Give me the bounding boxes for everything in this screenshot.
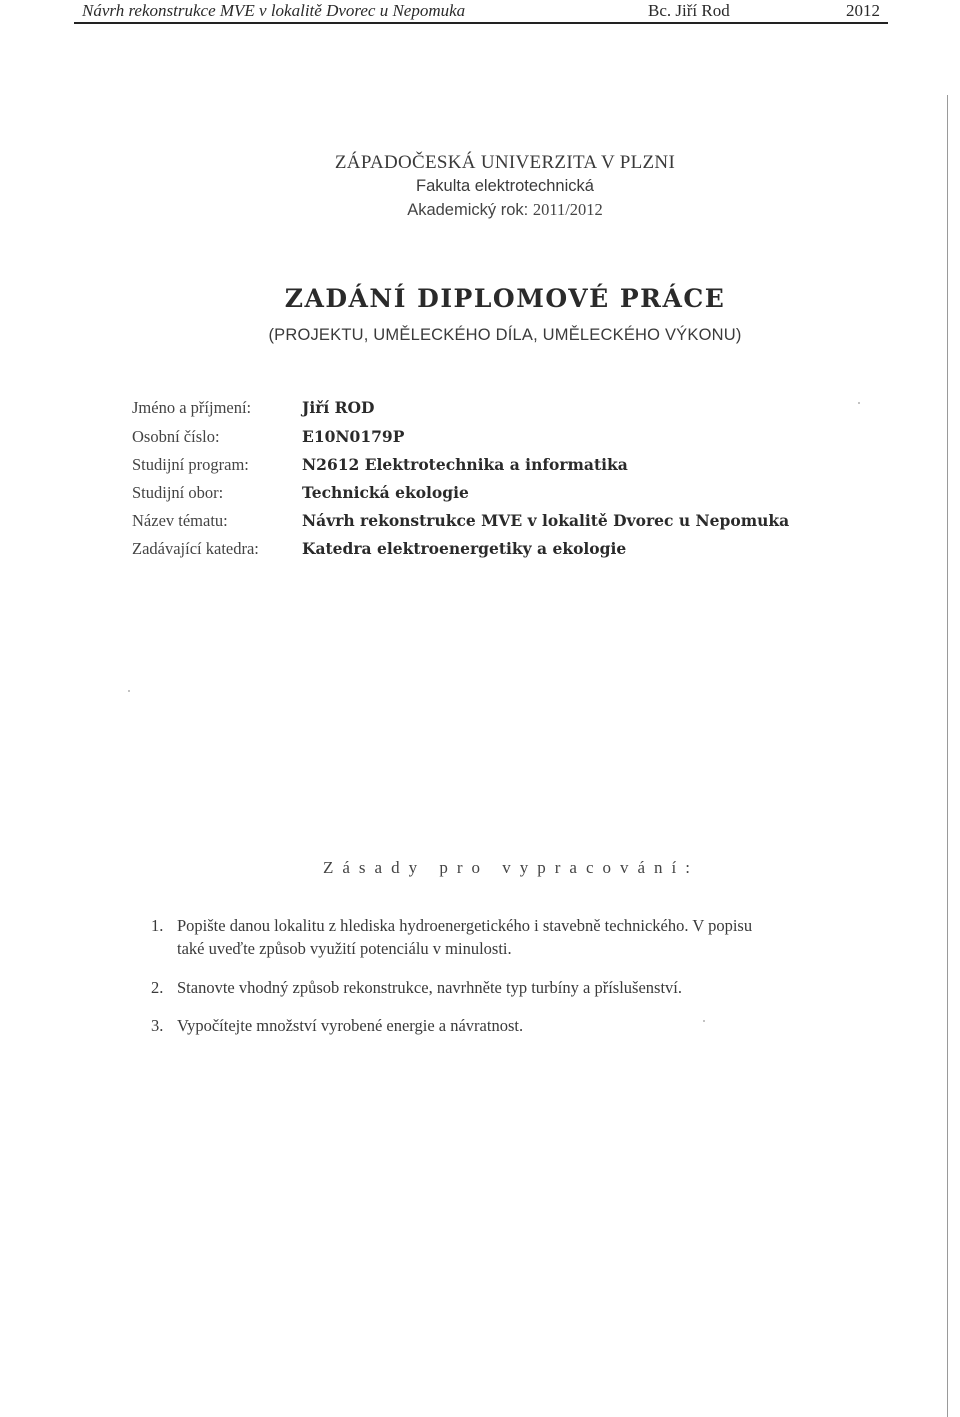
rules-heading: Zásady pro vypracování: [323,858,699,877]
faculty-name: Fakulta elektrotechnická [416,177,594,195]
rule-number: 1. [151,916,164,935]
rule-text-line: Popište danou lokalitu z hlediska hydroenergetického i stavebně technického. V popisu [177,916,753,935]
rule-text [177,1014,523,1037]
header-thesis-title: Návrh rekonstrukce MVE v lokalitě Dvorec u Nepomuka [82,1,466,20]
info-label: Zadávající katedra: [132,539,259,558]
info-value: Technická ekologie [302,483,469,502]
academic-year-value: 2011/2012 [532,200,603,219]
rule-item [151,976,881,1000]
scan-speck [858,402,860,404]
info-value: Katedra elektroenergetiky a ekologie [302,539,627,558]
info-label: Studijní program: [132,455,249,474]
rule-text-line: také uveďte způsob využití potenciálu v minulosti. [177,939,512,958]
document-subtitle: (PROJEKTU, UMĚLECKÉHO DÍLA, UMĚLECKÉHO VÝKONU) [268,326,742,344]
rule-number: 3. [151,1016,164,1035]
info-value: Jiří ROD [302,398,375,417]
info-label: Jméno a příjmení: [132,398,252,417]
info-label: Osobní číslo: [132,427,220,446]
academic-year-label: Akademický rok: [407,201,529,219]
rule-text-line: Vypočítejte množství vyrobené energie a návratnost. [177,1016,524,1035]
info-label: Název tématu: [132,511,228,530]
scan-speck [128,690,130,692]
rule-text [177,914,752,960]
document-title: ZADÁNÍ DIPLOMOVÉ PRÁCE [284,284,726,313]
info-value: E10N0179P [302,427,405,446]
rule-item [151,914,881,962]
rule-item [151,1014,881,1038]
info-value: N2612 Elektrotechnika a informatika [302,455,628,474]
rule-number: 2. [151,978,164,997]
university-name: ZÁPADOČESKÁ UNIVERZITA V PLZNI [334,152,676,173]
header-author: Bc. Jiří Rod [648,1,730,20]
rule-text-line: Stanovte vhodný způsob rekonstrukce, navrhněte typ turbíny a příslušenství. [177,978,682,997]
header-year: 2012 [846,1,880,20]
info-label: Studijní obor: [132,483,224,502]
academic-year [0,200,960,220]
info-value: Návrh rekonstrukce MVE v lokalitě Dvorec u Nepomuka [302,511,790,530]
page-header [74,0,888,24]
rule-text [177,976,682,999]
